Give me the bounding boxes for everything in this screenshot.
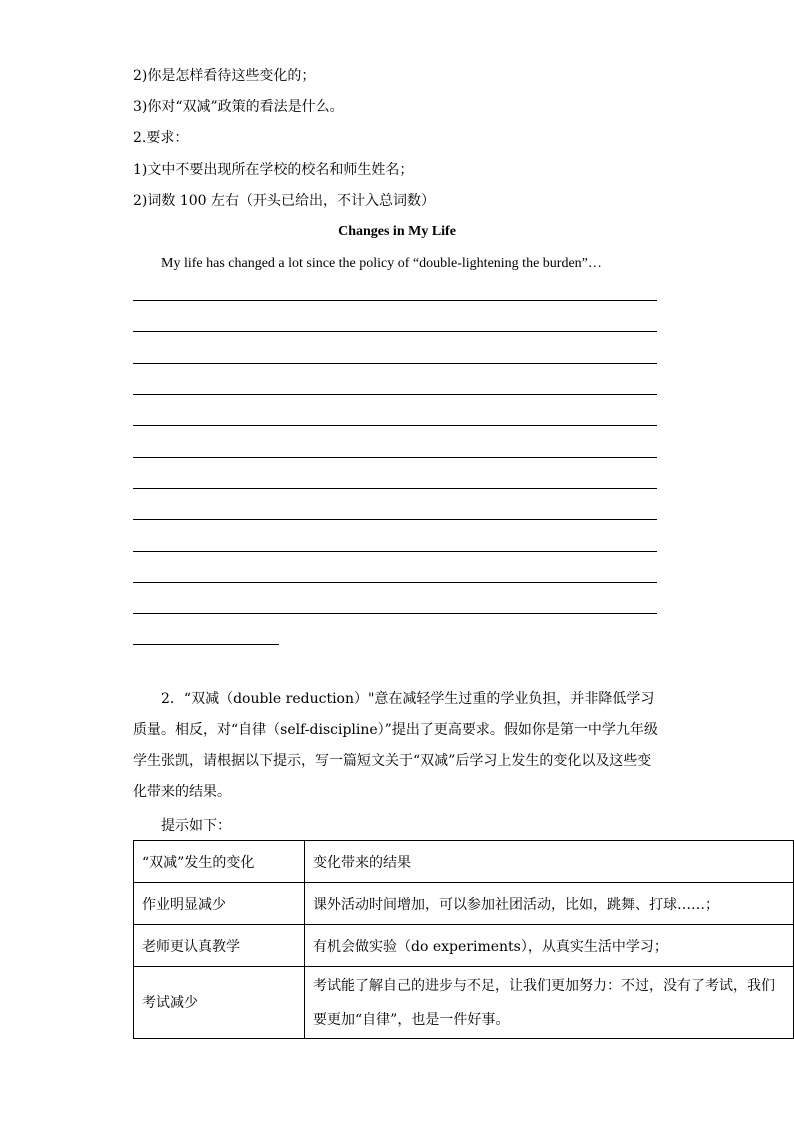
question-2-text: 2．“双减（double reduction）"意在减轻学生过重的学业负担，并非降低学习质量。相反，对“自律（self-discipline）”提出了更高要求。假如你是第一中学九年级学生张凯，请根据以下提示，写一篇短文关于“双减”后学习上发生的变化以及这些变化带来的结果。 [133, 691, 658, 800]
writing-line[interactable] [133, 300, 657, 301]
writing-line[interactable] [133, 394, 657, 395]
writing-line[interactable] [133, 425, 657, 426]
writing-line[interactable] [133, 582, 657, 583]
table-row [134, 967, 794, 1039]
writing-line-short[interactable] [133, 644, 279, 645]
essay-title: Changes in My Life [338, 224, 456, 239]
writing-line[interactable] [133, 488, 657, 489]
change-cell: 考试减少 [134, 967, 305, 1039]
writing-line[interactable] [133, 519, 657, 520]
writing-line[interactable] [133, 331, 657, 332]
writing-line[interactable] [133, 457, 657, 458]
table-row [134, 883, 794, 925]
writing-line[interactable] [133, 551, 657, 552]
header-results: 变化带来的结果 [305, 841, 794, 883]
requirements-heading: 2.要求： [133, 130, 189, 146]
item-2-view-changes: 2)你是怎样看待这些变化的； [133, 68, 316, 84]
requirement-1: 1)文中不要出现所在学校的校名和师生姓名； [133, 162, 414, 178]
item-3-policy-opinion: 3)你对“双减”政策的看法是什么。 [133, 99, 344, 115]
table-header-row [134, 841, 794, 883]
header-changes: “双减”发生的变化 [134, 841, 305, 883]
writing-line[interactable] [133, 613, 657, 614]
change-cell: 老师更认真教学 [134, 925, 305, 967]
change-cell: 作业明显减少 [134, 883, 305, 925]
result-cell: 考试能了解自己的进步与不足，让我们更加努力：不过，没有了考试，我们要更加“自律”，也是一件好事。 [305, 967, 794, 1039]
requirement-2: 2)词数 100 左右（开头已给出，不计入总词数） [133, 193, 435, 209]
writing-line[interactable] [133, 363, 657, 364]
result-cell: 课外活动时间增加，可以参加社团活动，比如，跳舞、打球……； [305, 883, 794, 925]
result-cell: 有机会做实验（do experiments），从真实生活中学习； [305, 925, 794, 967]
hints-table [133, 840, 794, 1039]
essay-opening: My life has changed a lot since the policy of “double-lightening the burden”… [161, 256, 602, 271]
table-row [134, 925, 794, 967]
hint-label: 提示如下： [161, 818, 231, 834]
